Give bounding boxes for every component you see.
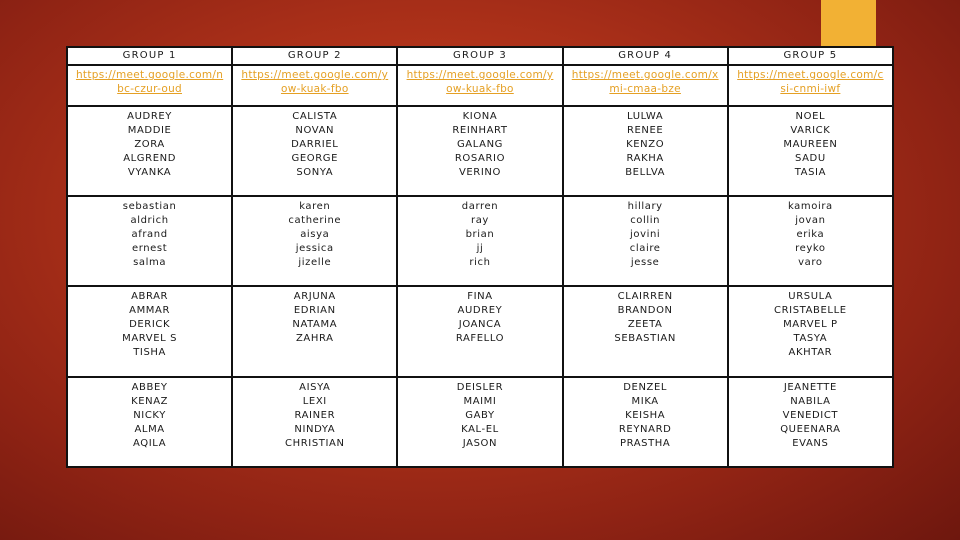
- member-name: SEBASTIAN: [614, 333, 676, 345]
- member-name: ernest: [131, 243, 168, 255]
- member-name: AMMAR: [129, 305, 171, 317]
- members-row: [67, 106, 893, 196]
- group-3-members-cell: [397, 377, 562, 467]
- member-name: REINHART: [452, 124, 508, 136]
- member-name: MAUREEN: [783, 138, 838, 150]
- member-name: NATAMA: [292, 319, 338, 331]
- member-name: jessica: [295, 243, 334, 255]
- member-name: ALGREND: [123, 152, 176, 164]
- member-name: ZAHRA: [295, 333, 334, 345]
- member-name: TASIA: [794, 166, 827, 178]
- member-name: MARVEL P: [783, 319, 838, 331]
- member-name: ROSARIO: [454, 152, 506, 164]
- member-name: jesse: [630, 257, 660, 269]
- member-name: varo: [798, 257, 823, 269]
- group-3-members-cell: [397, 286, 562, 376]
- meet-links-row: [67, 65, 893, 106]
- group-5-title: GROUP 5: [728, 47, 893, 65]
- member-name: LULWA: [627, 110, 664, 122]
- member-name: karen: [299, 201, 331, 213]
- accent-block: [821, 0, 876, 46]
- member-name: NABILA: [790, 395, 831, 407]
- group-3-members-cell: [397, 196, 562, 286]
- member-name: VERINO: [458, 166, 501, 178]
- members-row: [67, 286, 893, 376]
- member-name: brian: [465, 229, 495, 241]
- member-name: LEXI: [302, 395, 327, 407]
- group-4-meet-link[interactable]: https://meet.google.com/x mi-cmaa-bze: [571, 69, 719, 95]
- group-1-members-cell: [67, 106, 232, 196]
- member-name: kamoira: [787, 201, 833, 213]
- member-name: JEANETTE: [783, 381, 837, 393]
- member-name: BELLVA: [625, 166, 666, 178]
- member-name: AKHTAR: [788, 347, 833, 359]
- members-row: [67, 377, 893, 467]
- member-name: AQILA: [133, 437, 167, 449]
- group-2-members-cell: [232, 196, 397, 286]
- group-2-meet-link[interactable]: https://meet.google.com/y ow-kuak-fbo: [241, 69, 389, 95]
- member-name: ABRAR: [131, 291, 169, 303]
- group-2-link-cell: [232, 65, 397, 106]
- member-name: DEISLER: [456, 381, 504, 393]
- member-name: MARVEL S: [122, 333, 178, 345]
- member-name: ray: [470, 215, 489, 227]
- member-name: VARICK: [790, 124, 831, 136]
- group-5-link-cell: [728, 65, 893, 106]
- group-3-link-cell: [397, 65, 562, 106]
- group-1-members-cell: [67, 196, 232, 286]
- member-name: TASYA: [793, 333, 828, 345]
- group-2-title: GROUP 2: [232, 47, 397, 65]
- member-name: catherine: [288, 215, 342, 227]
- member-name: CHRISTIAN: [285, 437, 345, 449]
- member-name: GABY: [465, 409, 495, 421]
- member-name: darren: [461, 201, 499, 213]
- member-name: KEISHA: [625, 409, 666, 421]
- member-name: KENZO: [626, 138, 665, 150]
- member-name: KAL-EL: [461, 423, 499, 435]
- group-1-members-cell: [67, 286, 232, 376]
- member-name: AISYA: [299, 381, 331, 393]
- member-name: SONYA: [296, 166, 334, 178]
- group-4-members-cell: [563, 196, 728, 286]
- member-name: DENZEL: [623, 381, 668, 393]
- member-name: REYNARD: [618, 423, 672, 435]
- group-4-members-cell: [563, 377, 728, 467]
- member-name: MADDIE: [127, 124, 172, 136]
- member-name: PRASTHA: [619, 437, 671, 449]
- member-name: rich: [469, 257, 491, 269]
- member-name: CLAIRREN: [617, 291, 673, 303]
- member-name: AUDREY: [127, 110, 173, 122]
- group-1-link-cell: [67, 65, 232, 106]
- member-name: RAFELLO: [455, 333, 505, 345]
- member-name: QUEENARA: [780, 423, 841, 435]
- member-name: EDRIAN: [293, 305, 336, 317]
- member-name: NINDYA: [294, 423, 336, 435]
- member-name: TISHA: [133, 347, 166, 359]
- group-4-members-cell: [563, 106, 728, 196]
- member-name: KIONA: [462, 110, 498, 122]
- member-name: MAIMI: [463, 395, 497, 407]
- member-name: ZORA: [134, 138, 165, 150]
- group-table: [66, 46, 894, 468]
- members-row: [67, 196, 893, 286]
- group-2-members-cell: [232, 106, 397, 196]
- group-5-members-cell: [728, 377, 893, 467]
- group-1-meet-link[interactable]: https://meet.google.com/n bc-czur-oud: [75, 69, 224, 95]
- group-4-members-cell: [563, 286, 728, 376]
- member-name: NOEL: [795, 110, 826, 122]
- group-4-title: GROUP 4: [563, 47, 728, 65]
- member-name: MIKA: [631, 395, 659, 407]
- member-name: CRISTABELLE: [774, 305, 847, 317]
- member-name: afrand: [131, 229, 168, 241]
- member-name: JASON: [462, 437, 498, 449]
- member-name: RAINER: [294, 409, 336, 421]
- member-name: FINA: [467, 291, 493, 303]
- group-1-title: GROUP 1: [67, 47, 232, 65]
- group-3-title: GROUP 3: [397, 47, 562, 65]
- header-row: [67, 47, 893, 65]
- member-name: ZEETA: [627, 319, 663, 331]
- member-name: hillary: [627, 201, 663, 213]
- member-name: GEORGE: [291, 152, 339, 164]
- group-2-members-cell: [232, 377, 397, 467]
- member-name: JOANCA: [458, 319, 502, 331]
- group-5-members-cell: [728, 286, 893, 376]
- group-5-members-cell: [728, 196, 893, 286]
- member-name: URSULA: [788, 291, 833, 303]
- member-name: CALISTA: [292, 110, 338, 122]
- member-name: SADU: [794, 152, 826, 164]
- member-name: VENEDICT: [782, 409, 839, 421]
- member-name: RAKHA: [626, 152, 664, 164]
- member-name: jovini: [630, 229, 661, 241]
- member-name: aisya: [300, 229, 330, 241]
- member-name: ALMA: [134, 423, 165, 435]
- member-name: sebastian: [122, 201, 177, 213]
- member-name: salma: [133, 257, 167, 269]
- group-3-members-cell: [397, 106, 562, 196]
- member-name: EVANS: [792, 437, 829, 449]
- group-5-meet-link[interactable]: https://meet.google.com/c si-cnmi-iwf: [737, 69, 884, 95]
- member-name: AUDREY: [457, 305, 503, 317]
- member-name: NICKY: [133, 409, 166, 421]
- member-name: RENEE: [626, 124, 664, 136]
- member-name: DARRIEL: [291, 138, 339, 150]
- member-name: ARJUNA: [293, 291, 336, 303]
- member-name: collin: [630, 215, 661, 227]
- member-name: jj: [476, 243, 484, 255]
- member-name: aldrich: [130, 215, 169, 227]
- member-rows: [67, 106, 893, 467]
- group-3-meet-link[interactable]: https://meet.google.com/y ow-kuak-fbo: [406, 69, 554, 95]
- member-name: ABBEY: [131, 381, 168, 393]
- member-name: BRANDON: [617, 305, 673, 317]
- member-name: NOVAN: [295, 124, 335, 136]
- member-name: erika: [796, 229, 825, 241]
- group-4-link-cell: [563, 65, 728, 106]
- group-5-members-cell: [728, 106, 893, 196]
- group-1-members-cell: [67, 377, 232, 467]
- member-name: DERICK: [129, 319, 171, 331]
- group-2-members-cell: [232, 286, 397, 376]
- member-name: GALANG: [456, 138, 503, 150]
- member-name: VYANKA: [127, 166, 172, 178]
- member-name: jovan: [795, 215, 826, 227]
- member-name: jizelle: [298, 257, 332, 269]
- member-name: KENAZ: [131, 395, 169, 407]
- member-name: reyko: [795, 243, 826, 255]
- member-name: claire: [629, 243, 661, 255]
